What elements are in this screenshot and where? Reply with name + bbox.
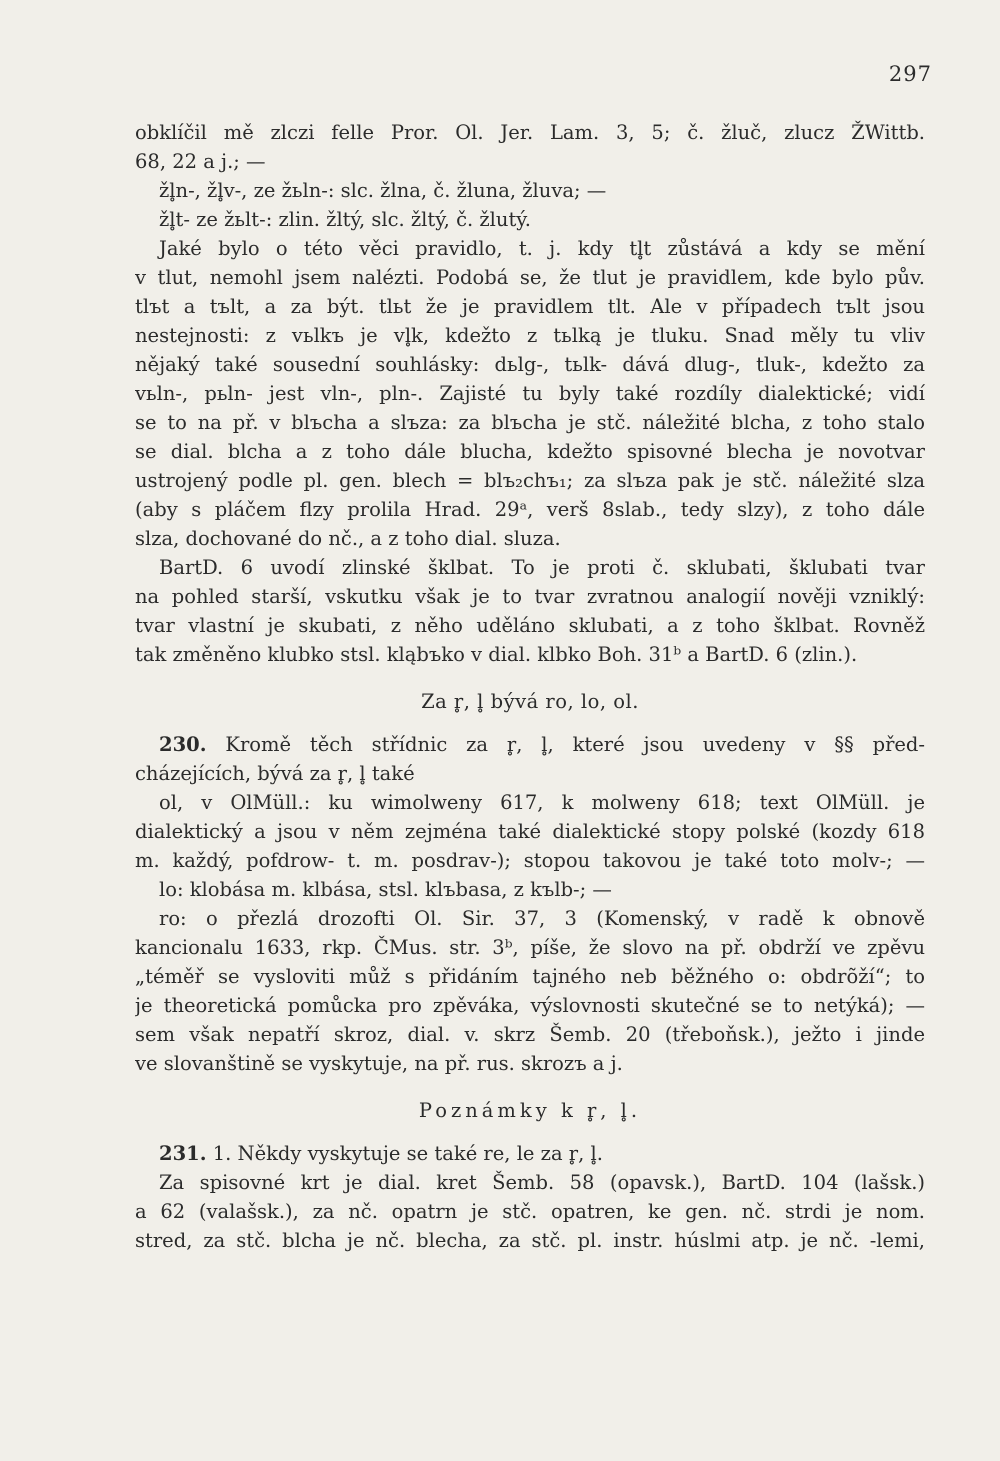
- text-line: [135, 1049, 925, 1078]
- line-text: lo: klobása m. klbása, stsl. klъbasa, z kъlb-; —: [159, 878, 612, 901]
- line-text: žl̥t- ze žьlt-: zlin. žltý, slc. žltý, č. žlutý.: [159, 208, 531, 231]
- line-text: obklíčil mě zlczi felle Pror. Ol. Jer. Lam. 3, 5; č. žluč, zlucz ŽWittb.: [135, 121, 925, 144]
- text-line: [135, 292, 925, 321]
- text-line: [135, 875, 925, 904]
- text-line: [135, 1020, 925, 1049]
- line-text: 68, 22 a j.; —: [135, 150, 266, 173]
- text-block-3: [135, 1139, 925, 1255]
- text-line: [135, 379, 925, 408]
- line-text: ve slovanštině se vyskytuje, na př. rus. skrozъ a j.: [135, 1052, 623, 1075]
- text-line: [135, 176, 925, 205]
- text-line: [135, 118, 925, 147]
- line-text: Kromě těch střídnic za r̥, l̥, které jsou uvedeny v §§ před-: [206, 733, 925, 756]
- line-text: BartD. 6 uvodí zlinské šklbat. To je proti č. sklubati, šklubati tvar: [159, 556, 925, 579]
- line-text: žl̥n-, žl̥v-, ze žьln-: slc. žlna, č. žluna, žluva; —: [159, 179, 607, 202]
- line-text: „téměř se vysloviti můž s přidáním tajného neb běžného o: obdrõží“; to: [135, 965, 925, 988]
- text-block-1: [135, 118, 925, 669]
- text-line: [135, 611, 925, 640]
- text-line: [135, 350, 925, 379]
- line-text: kancionalu 1633, rkp. ČMus. str. 3ᵇ, píše, že slovo na př. obdrží ve zpěvu: [135, 936, 925, 959]
- text-line: [135, 730, 925, 759]
- text-line: [135, 408, 925, 437]
- line-text: je theoretická pomůcka pro zpěváka, výslovnosti skutečné se to netýká); —: [135, 994, 925, 1017]
- text-line: [135, 962, 925, 991]
- text-line: [135, 466, 925, 495]
- text-line: [135, 524, 925, 553]
- text-line: [135, 1226, 925, 1255]
- text-line: [135, 147, 925, 176]
- text-line: [135, 1197, 925, 1226]
- text-line: [135, 1168, 925, 1197]
- paragraph-number: 230.: [159, 733, 207, 756]
- line-text: cházejících, bývá za r̥, l̥ také: [135, 762, 415, 785]
- line-text: tak změněno klubko stsl. kląbъko v dial. klbko Boh. 31ᵇ a BartD. 6 (zlin.).: [135, 643, 858, 666]
- text-line: [135, 904, 925, 933]
- text-line: [135, 553, 925, 582]
- text-line: [135, 263, 925, 292]
- text-block-2: [135, 730, 925, 1078]
- line-text: Za spisovné krt je dial. kret Šemb. 58 (opavsk.), BartD. 104 (lašsk.): [159, 1171, 925, 1194]
- line-text: (aby s pláčem flzy prolila Hrad. 29ᵃ, verš 8slab., tedy slzy), z toho dále: [135, 498, 925, 521]
- line-text: dialektický a jsou v něm zejména také dialektické stopy polské (kozdy 618: [135, 820, 925, 843]
- notes-heading: Poznámky k r̥, l̥.: [418, 1099, 642, 1122]
- line-text: stred, za stč. blcha je nč. blecha, za stč. pl. instr. húslmi atp. je nč. -lemi,: [135, 1229, 925, 1252]
- text-line: [135, 640, 925, 669]
- line-text: se dial. blcha a z toho dále blucha, kdežto spisovné blecha je novotvar: [135, 440, 925, 463]
- text-line: [135, 759, 925, 788]
- line-text: vьln-, pьln- jest vln-, pln-. Zajisté tu byly také rozdíly dialektické; vidí: [135, 382, 925, 405]
- text-line: [135, 933, 925, 962]
- line-text: a 62 (valašsk.), za nč. opatrn je stč. opatren, ke gen. nč. strdi je nom.: [135, 1200, 925, 1223]
- line-text: slza, dochované do nč., a z toho dial. sluza.: [135, 527, 561, 550]
- page-number: 297: [888, 62, 932, 86]
- text-line: [135, 991, 925, 1020]
- line-text: sem však nepatří skroz, dial. v. skrz Šemb. 20 (třeboňsk.), ježto i jinde: [135, 1023, 925, 1046]
- text-line: [135, 495, 925, 524]
- line-text: na pohled starší, vskutku však je to tvar zvratnou analogií nověji vzniklý:: [135, 585, 925, 608]
- line-text: 1. Někdy vyskytuje se také re, le za r̥, l̥.: [206, 1142, 603, 1165]
- line-text: m. každý, pofdrow- t. m. posdrav-); stopou takovou je také toto molv-; —: [135, 849, 925, 872]
- line-text: ustrojený podle pl. gen. blech = blъ₂chъ₁; za slъza pak je stč. náležité slza: [135, 469, 925, 492]
- paragraph-number: 231.: [159, 1142, 207, 1165]
- line-text: tlъt a tъlt, a za být. tlьt že je pravidlem tlt. Ale v případech tъlt jsou: [135, 295, 925, 318]
- text-line: [135, 437, 925, 466]
- section-heading: Za r̥, l̥ bývá ro, lo, ol.: [421, 690, 639, 713]
- text-line: [135, 788, 925, 817]
- text-line: [135, 846, 925, 875]
- line-text: se to na př. v blъcha a slъza: za blъcha je stč. náležité blcha, z toho stalo: [135, 411, 925, 434]
- text-line: [135, 1139, 925, 1168]
- line-text: ro: o přezlá drozofti Ol. Sir. 37, 3 (Komenský, v radě k obnově: [159, 907, 925, 930]
- text-line: [135, 582, 925, 611]
- text-line: [135, 321, 925, 350]
- page-body: [135, 118, 925, 1255]
- text-line: [135, 234, 925, 263]
- line-text: ol, v OlMüll.: ku wimolweny 617, k molweny 618; text OlMüll. je: [159, 791, 925, 814]
- line-text: Jaké bylo o této věci pravidlo, t. j. kdy tl̥t zůstává a kdy se mění: [159, 237, 925, 260]
- line-text: v tlut, nemohl jsem nalézti. Podobá se, že tlut je pravidlem, kde bylo pův.: [135, 266, 925, 289]
- line-text: tvar vlastní je skubati, z něho uděláno sklubati, a z toho šklbat. Rovněž: [135, 614, 925, 637]
- text-line: [135, 205, 925, 234]
- line-text: nějaký také sousední souhlásky: dьlg-, tьlk- dává dlug-, tluk-, kdežto za: [135, 353, 925, 376]
- text-line: [135, 817, 925, 846]
- line-text: nestejnosti: z vьlkъ je vl̥k, kdežto z tьlką je tluku. Snad měly tu vliv: [135, 324, 925, 347]
